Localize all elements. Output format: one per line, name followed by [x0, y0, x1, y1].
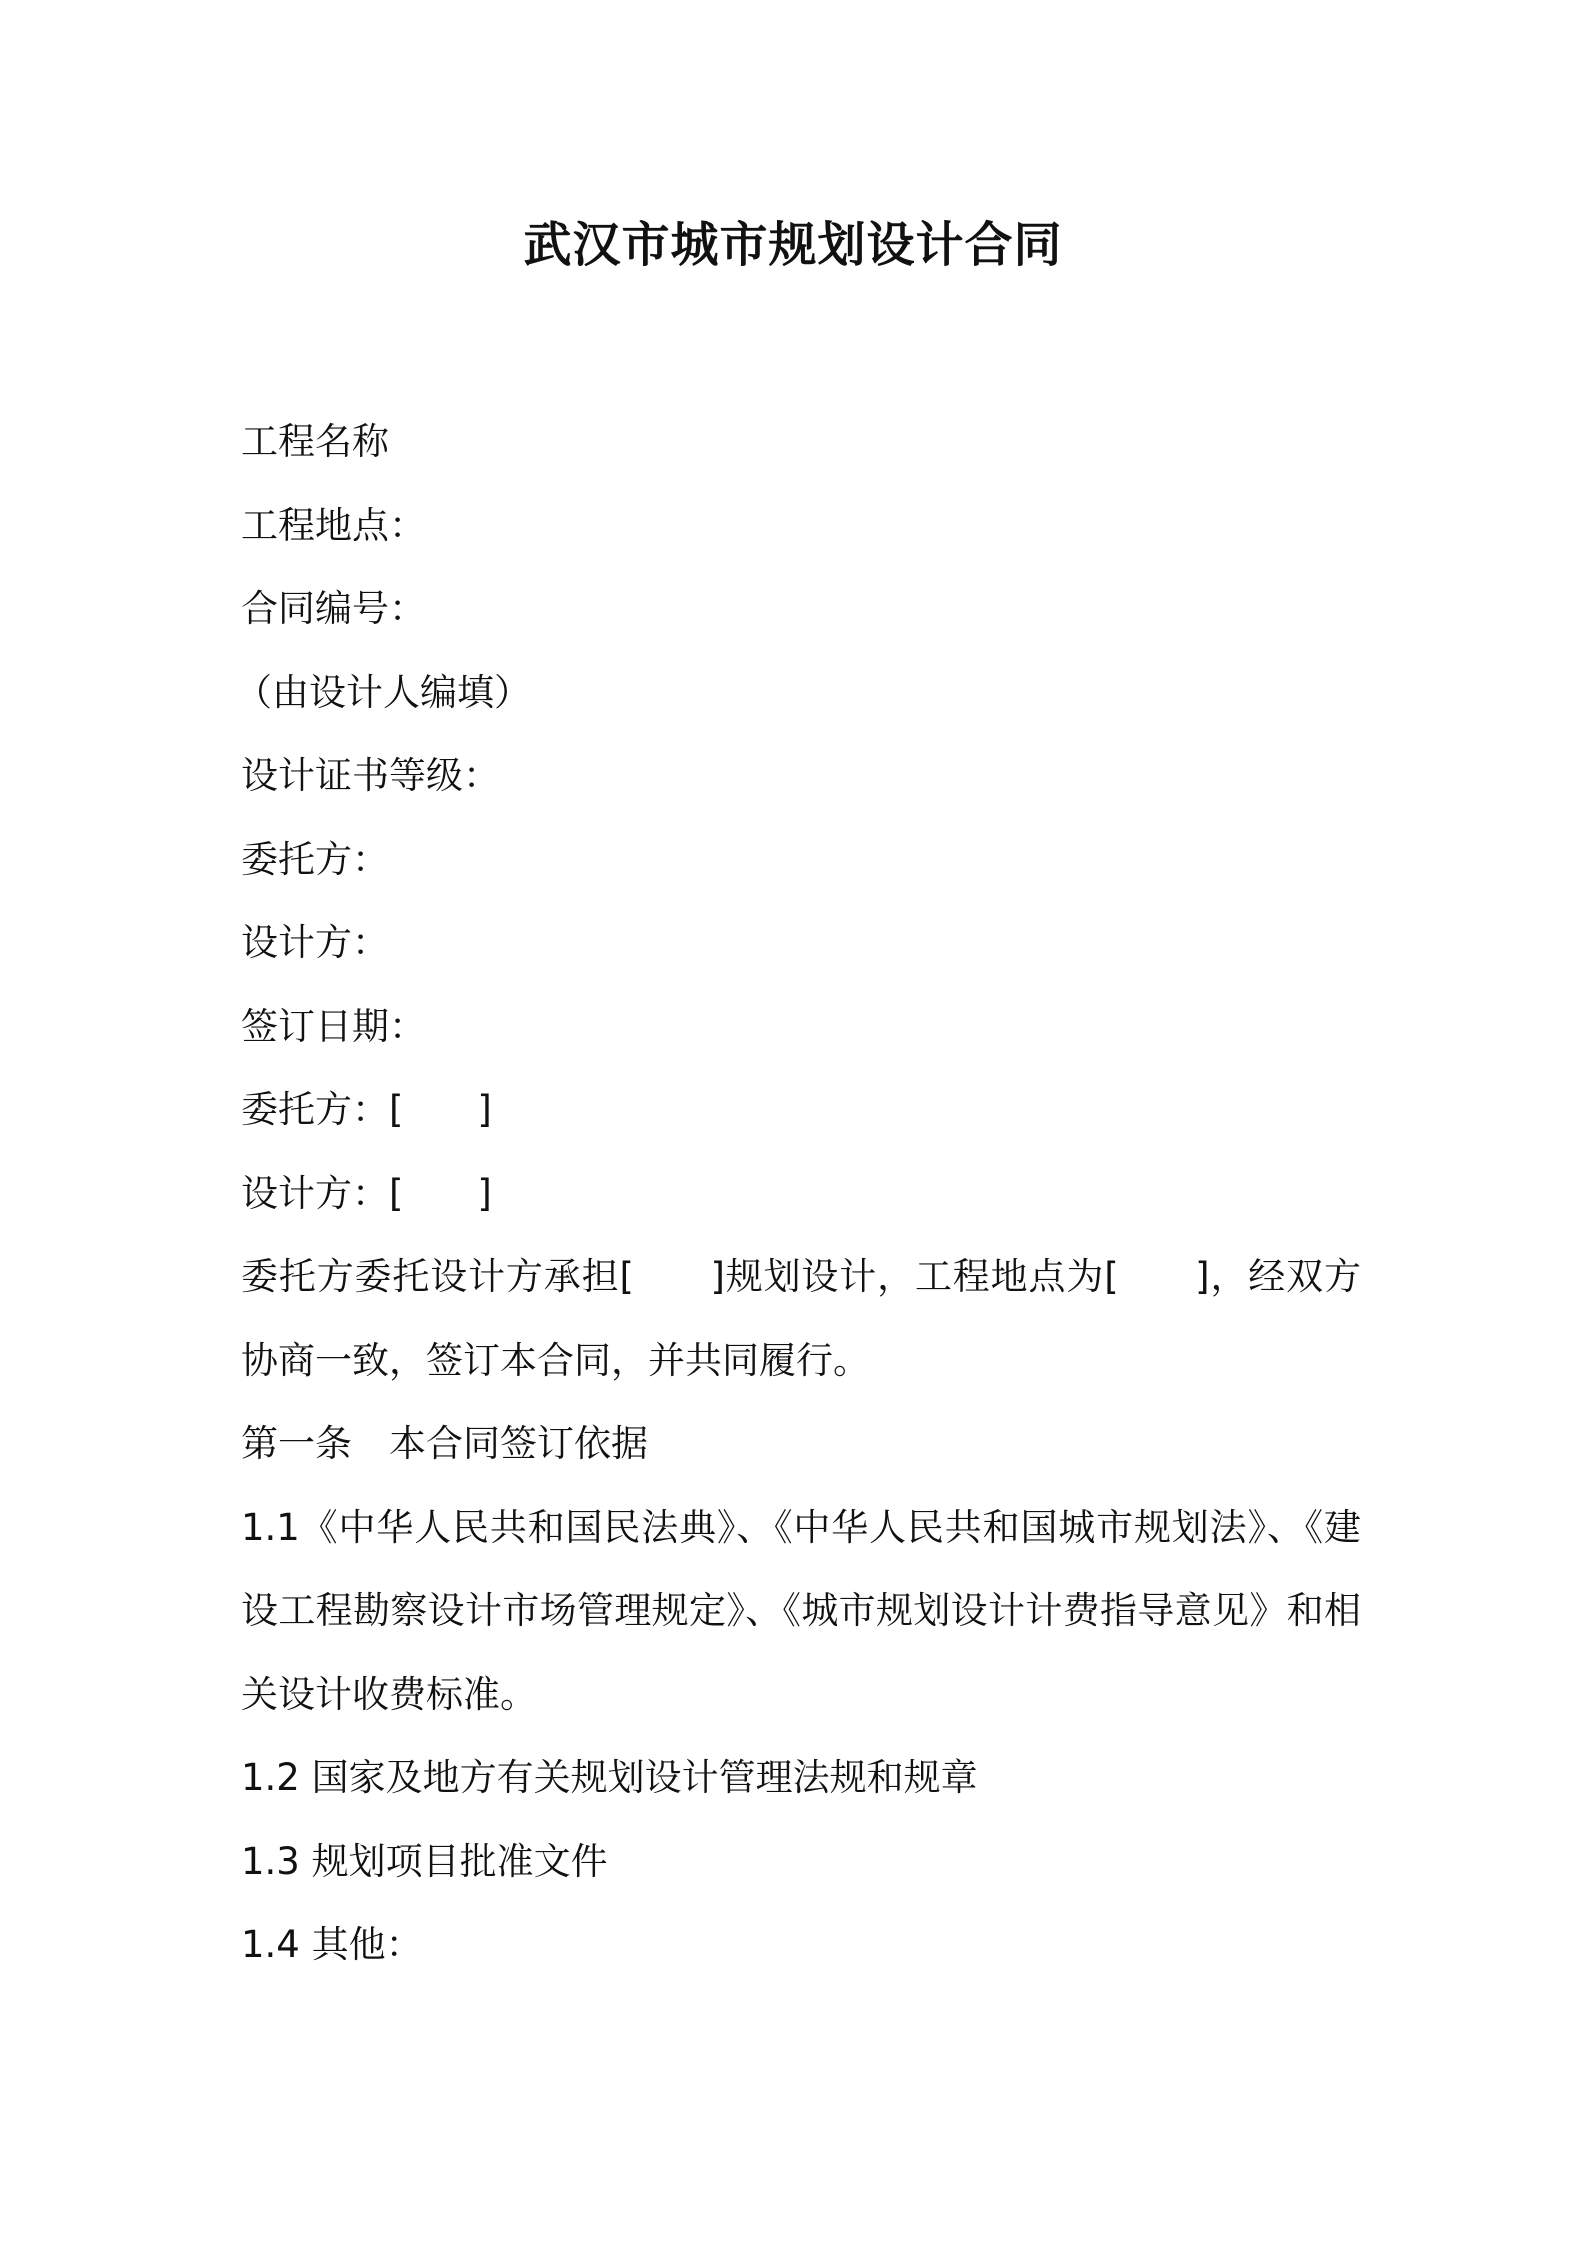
- design-certificate-grade-line: 设计证书等级：: [241, 754, 500, 797]
- clause-1-1: 1.1《中华人民共和国民法典》、《中华人民共和国城市规划法》、《建设工程勘察设计市场管理规定》、《城市规划设计计费指导意见》和相关设计收费标准。: [241, 1505, 1361, 1716]
- clause-1-2: 1.2 国家及地方有关规划设计管理法规和规章: [241, 1756, 978, 1799]
- designer-line: 设计方：: [241, 921, 389, 964]
- client-line: 委托方：: [241, 837, 389, 881]
- intro-paragraph: 委托方委托设计方承担[ ]规划设计，工程地点为[ ]，经双方协商一致，签订本合同，并共同履行。: [241, 1255, 1361, 1382]
- filled-by-designer-note: （由设计人编填）: [235, 670, 531, 714]
- client-bracket-line: 委托方：[ ]: [241, 1088, 492, 1131]
- contract-number-line: 合同编号：: [241, 587, 426, 630]
- signing-date-line: 签订日期：: [241, 1004, 426, 1048]
- article-1-heading: 第一条 本合同签订依据: [241, 1422, 648, 1465]
- clause-1-3: 1.3 规划项目批准文件: [241, 1839, 608, 1883]
- designer-bracket-line: 设计方：[ ]: [241, 1171, 492, 1215]
- project-name-line: 工程名称: [241, 420, 389, 463]
- document-title: 武汉市城市规划设计合同: [523, 217, 1063, 273]
- project-location-line: 工程地点：: [241, 503, 426, 547]
- clause-1-4: 1.4 其他：: [241, 1923, 423, 1966]
- document-body: [235, 400, 1361, 1987]
